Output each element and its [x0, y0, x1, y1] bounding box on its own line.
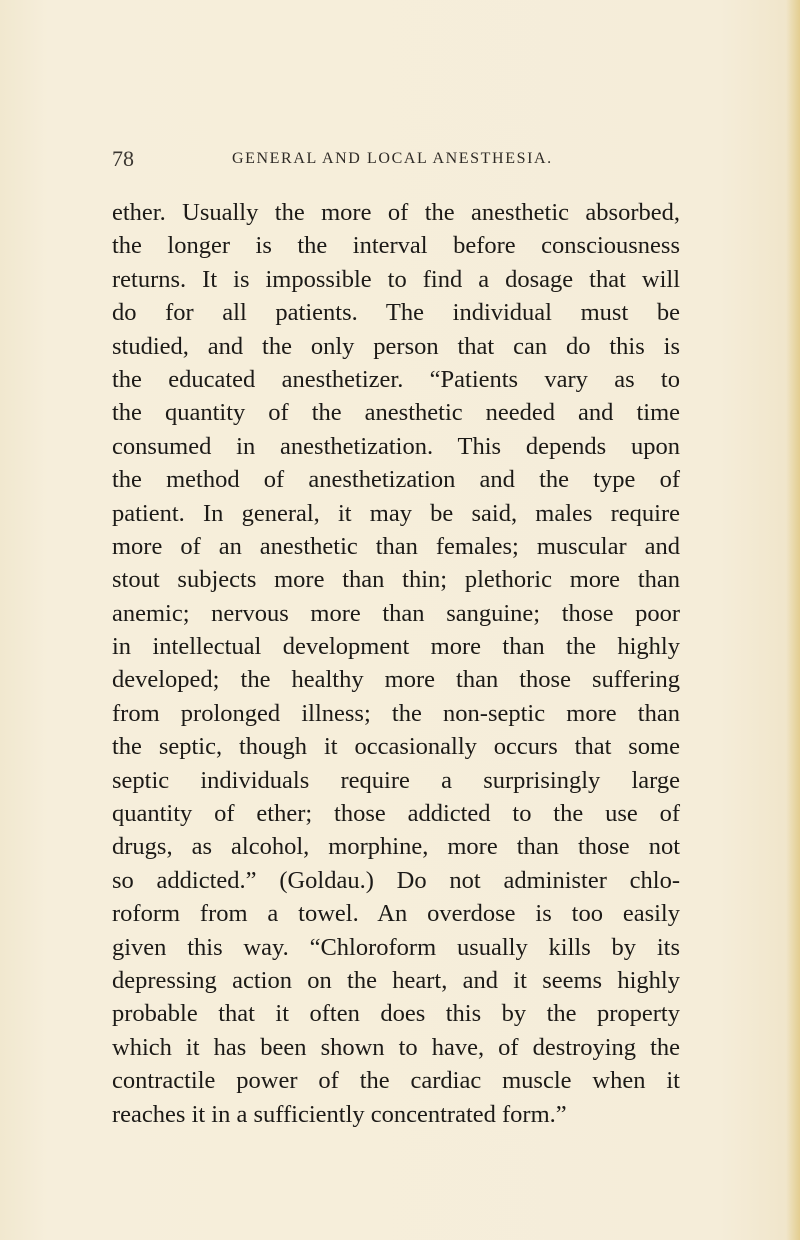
text-line: the educated anesthetizer. “Patients vary as to [112, 365, 680, 393]
text-line: patient. In general, it may be said, males require [112, 499, 680, 527]
text-line: quantity of ether; those addicted to the use of [112, 800, 680, 828]
text-line: the longer is the interval before consciousness [112, 232, 680, 260]
text-line: probable that it often does this by the property [112, 1000, 680, 1028]
text-line: returns. It is impossible to find a dosage that will [112, 265, 680, 293]
text-line: consumed in anesthetization. This depends upon [112, 432, 680, 460]
text-line: septic individuals require a surprisingly large [112, 766, 680, 794]
text-line: do for all patients. The individual must be [112, 299, 680, 327]
text-line: the quantity of the anesthetic needed and time [112, 399, 680, 427]
text-line: ether. Usually the more of the anesthetic absorbed, [112, 199, 680, 226]
text-line: so addicted.” (Goldau.) Do not administer chlo- [112, 866, 680, 894]
text-line: the method of anesthetization and the type of [112, 466, 680, 494]
page-edge-shadow [786, 0, 800, 1240]
text-line: given this way. “Chloroform usually kills by its [112, 933, 680, 961]
text-line: more of an anesthetic than females; muscular and [112, 532, 680, 560]
text-line: in intellectual development more than the highly [112, 633, 680, 661]
text-line: studied, and the only person that can do this is [112, 332, 680, 360]
text-line: depressing action on the heart, and it seems highly [112, 966, 680, 994]
text-line: contractile power of the cardiac muscle when it [112, 1067, 680, 1095]
page-number: 78 [112, 146, 134, 171]
running-head: GENERAL AND LOCAL ANESTHESIA. [232, 150, 553, 167]
text-line: anemic; nervous more than sanguine; those poor [112, 599, 680, 627]
text-line: roform from a towel. An overdose is too easily [112, 900, 680, 928]
text-line: which it has been shown to have, of destroying the [112, 1033, 680, 1061]
text-line: developed; the healthy more than those suffering [112, 666, 680, 694]
text-line: the septic, though it occasionally occurs that some [112, 733, 680, 761]
body-text [112, 196, 680, 1131]
text-line: from prolonged illness; the non-septic more than [112, 699, 680, 727]
text-line: stout subjects more than thin; plethoric more than [112, 566, 680, 594]
page-header [112, 146, 672, 172]
text-line: drugs, as alcohol, morphine, more than those not [112, 833, 680, 861]
text-line: reaches it in a sufficiently concentrated form.” [112, 1100, 567, 1128]
